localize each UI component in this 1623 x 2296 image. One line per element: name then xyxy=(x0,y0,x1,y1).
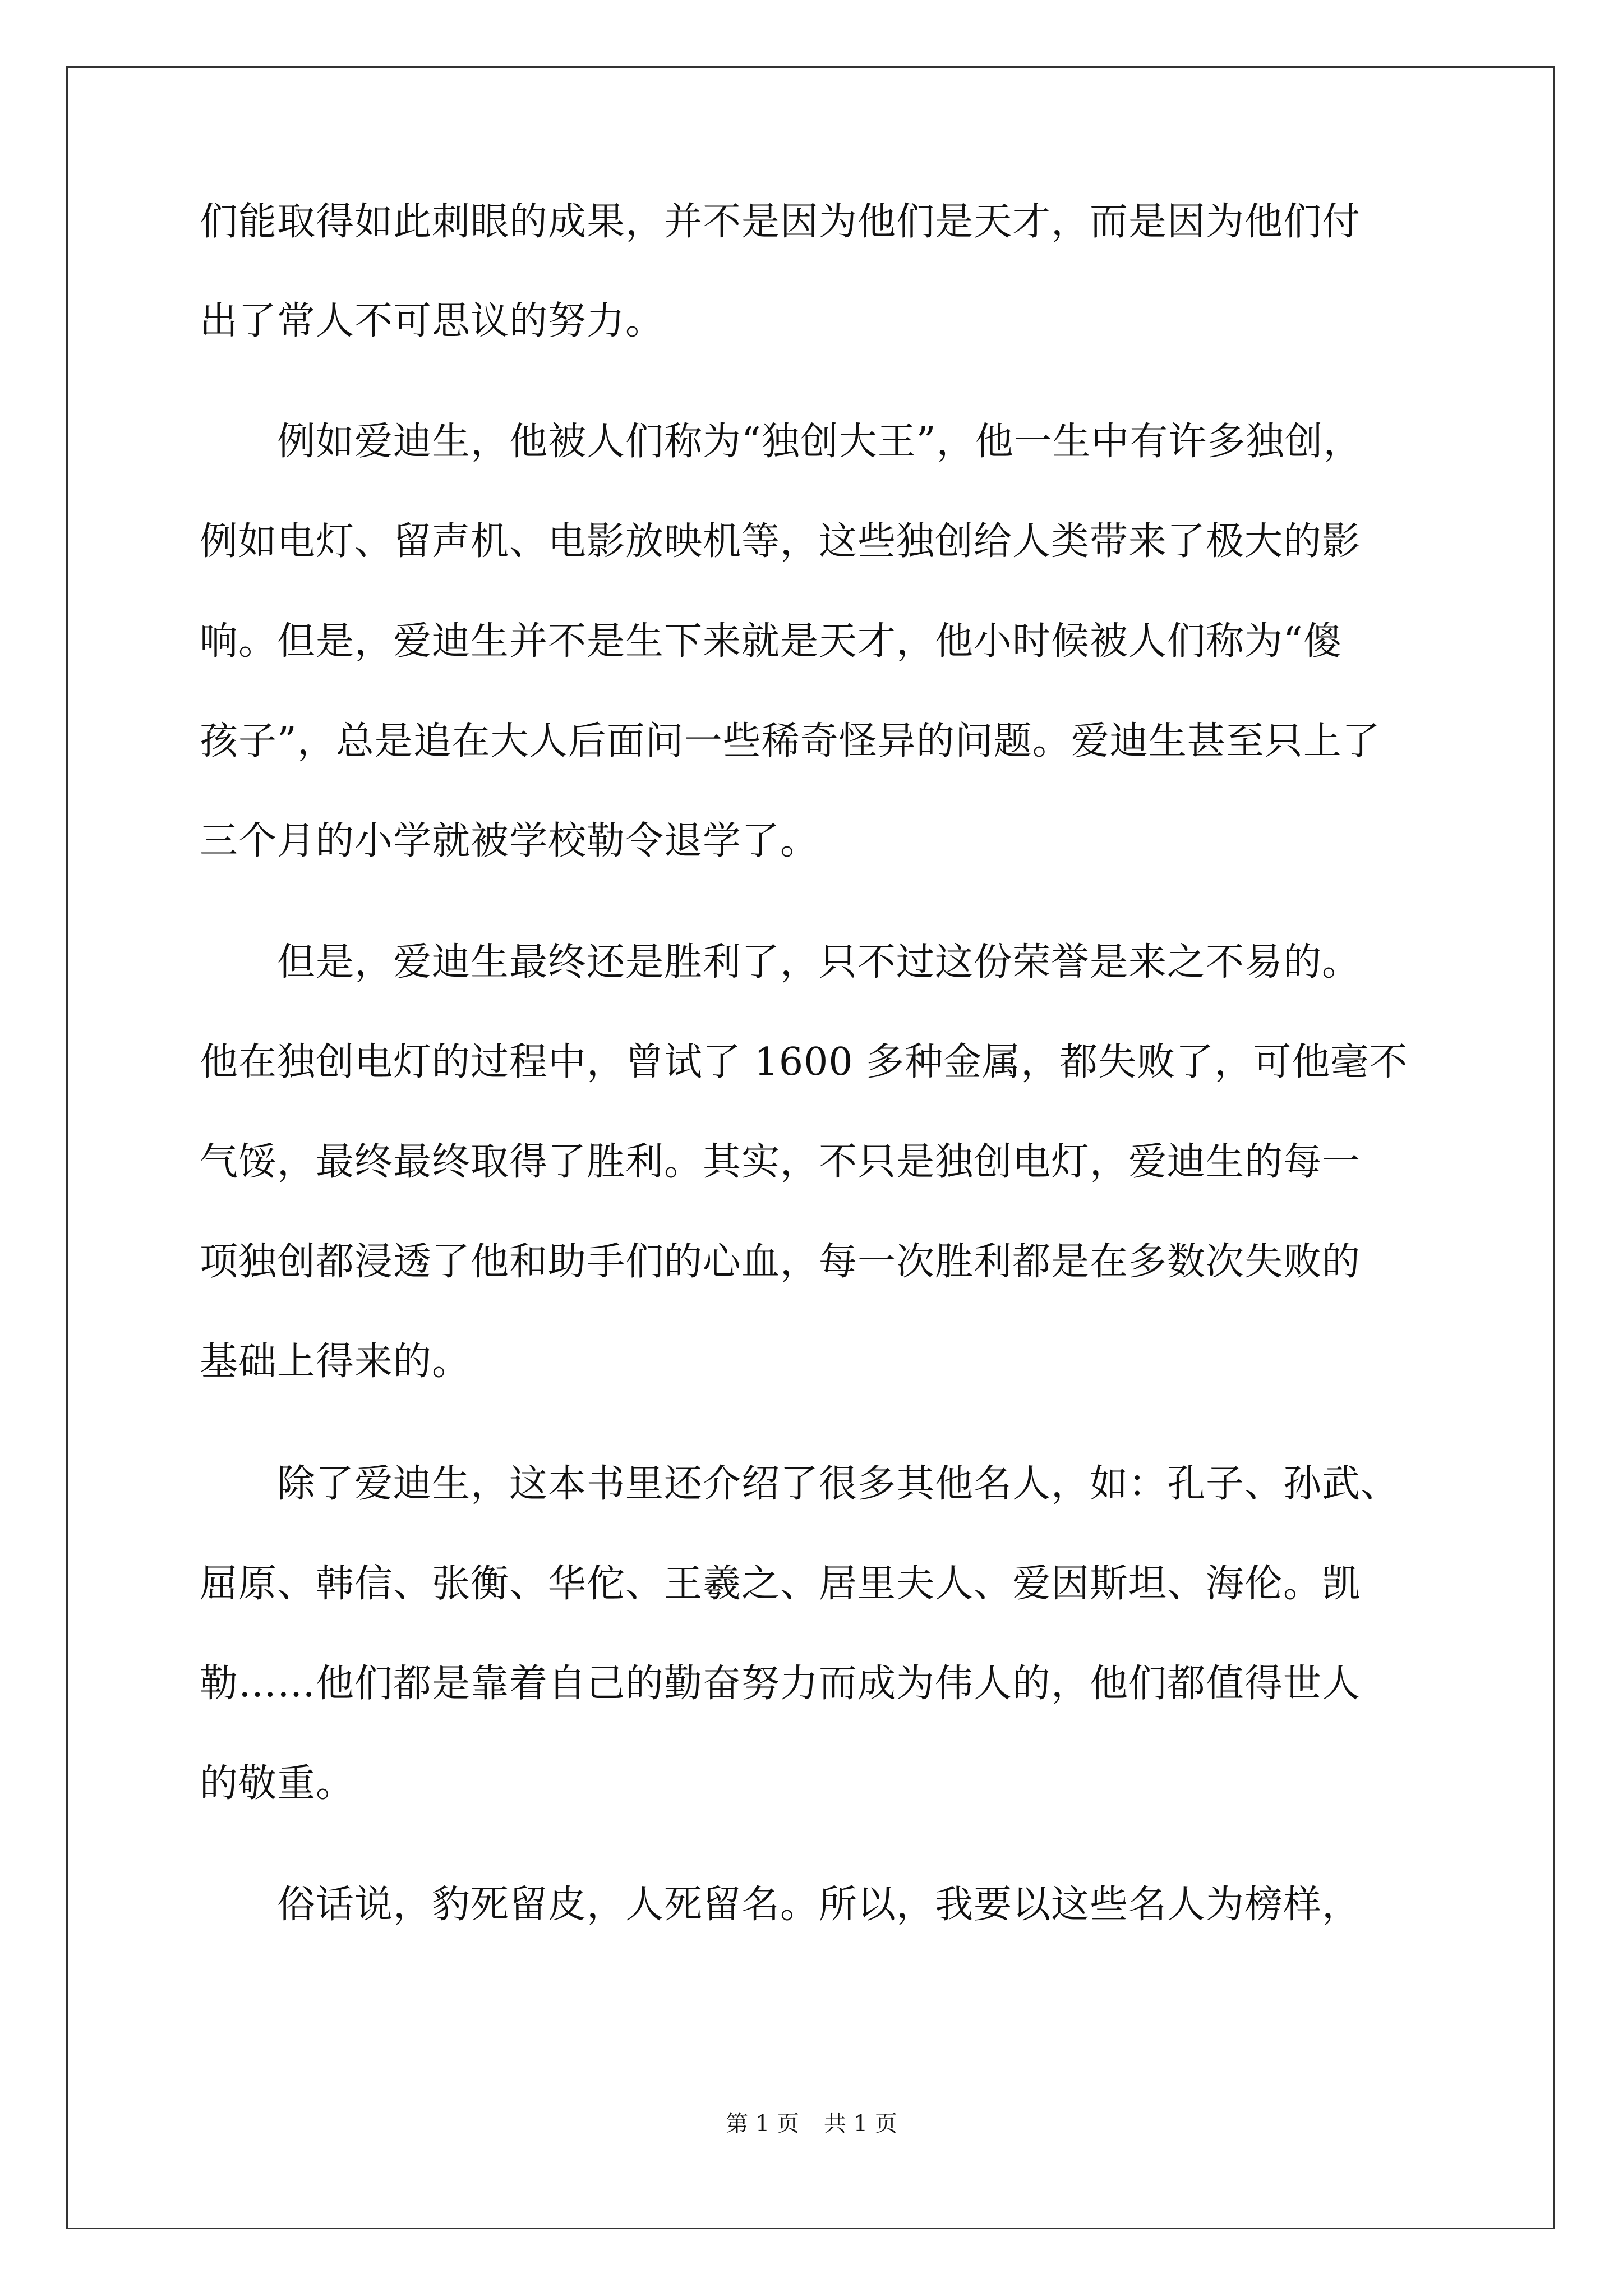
text-line: 但是，爱迪生最终还是胜利了，只不过这份荣誉是来之不易的。 xyxy=(200,940,1361,984)
text-line: 俗话说，豹死留皮，人死留名。所以，我要以这些名人为榜样， xyxy=(200,1883,1361,1927)
text-line: 例如爱迪生，他被人们称为“独创大王”，他一生中有许多独创， xyxy=(200,420,1362,464)
text-line: 勒……他们都是靠着自己的勤奋努力而成为伟人的，他们都值得世人 xyxy=(200,1662,1361,1706)
text-line: 气馁，最终最终取得了胜利。其实，不只是独创电灯，爱迪生的每一 xyxy=(200,1140,1361,1184)
page-total: 共 1 页 xyxy=(824,2111,897,2137)
text-line: 他在独创电灯的过程中，曾试了 1600 多种金属，都失败了，可他毫不 xyxy=(200,1040,1408,1084)
text-line: 出了常人不可思议的努力。 xyxy=(200,299,665,343)
text-line: 孩子”，总是追在大人后面问一些稀奇怪异的问题。爱迪生甚至只上了 xyxy=(200,719,1381,763)
text-line: 除了爱迪生，这本书里还介绍了很多其他名人，如：孔子、孙武、 xyxy=(200,1462,1400,1506)
page-footer xyxy=(0,2110,1623,2137)
text-line: 基础上得来的。 xyxy=(200,1340,471,1384)
text-line: 项独创都浸透了他和助手们的心血，每一次胜利都是在多数次失败的 xyxy=(200,1240,1361,1284)
text-line: 三个月的小学就被学校勒令退学了。 xyxy=(200,819,819,863)
text-line: 们能取得如此刺眼的成果，并不是因为他们是天才，而是因为他们付 xyxy=(200,200,1361,244)
text-line: 响。但是，爱迪生并不是生下来就是天才，他小时候被人们称为“傻 xyxy=(200,619,1342,664)
text-line: 屈原、韩信、张衡、华佗、王羲之、居里夫人、爱因斯坦、海伦。凯 xyxy=(200,1562,1361,1606)
text-line: 的敬重。 xyxy=(200,1761,355,1806)
text-line: 例如电灯、留声机、电影放映机等，这些独创给人类带来了极大的影 xyxy=(200,519,1361,564)
page-number: 第 1 页 xyxy=(726,2111,799,2137)
